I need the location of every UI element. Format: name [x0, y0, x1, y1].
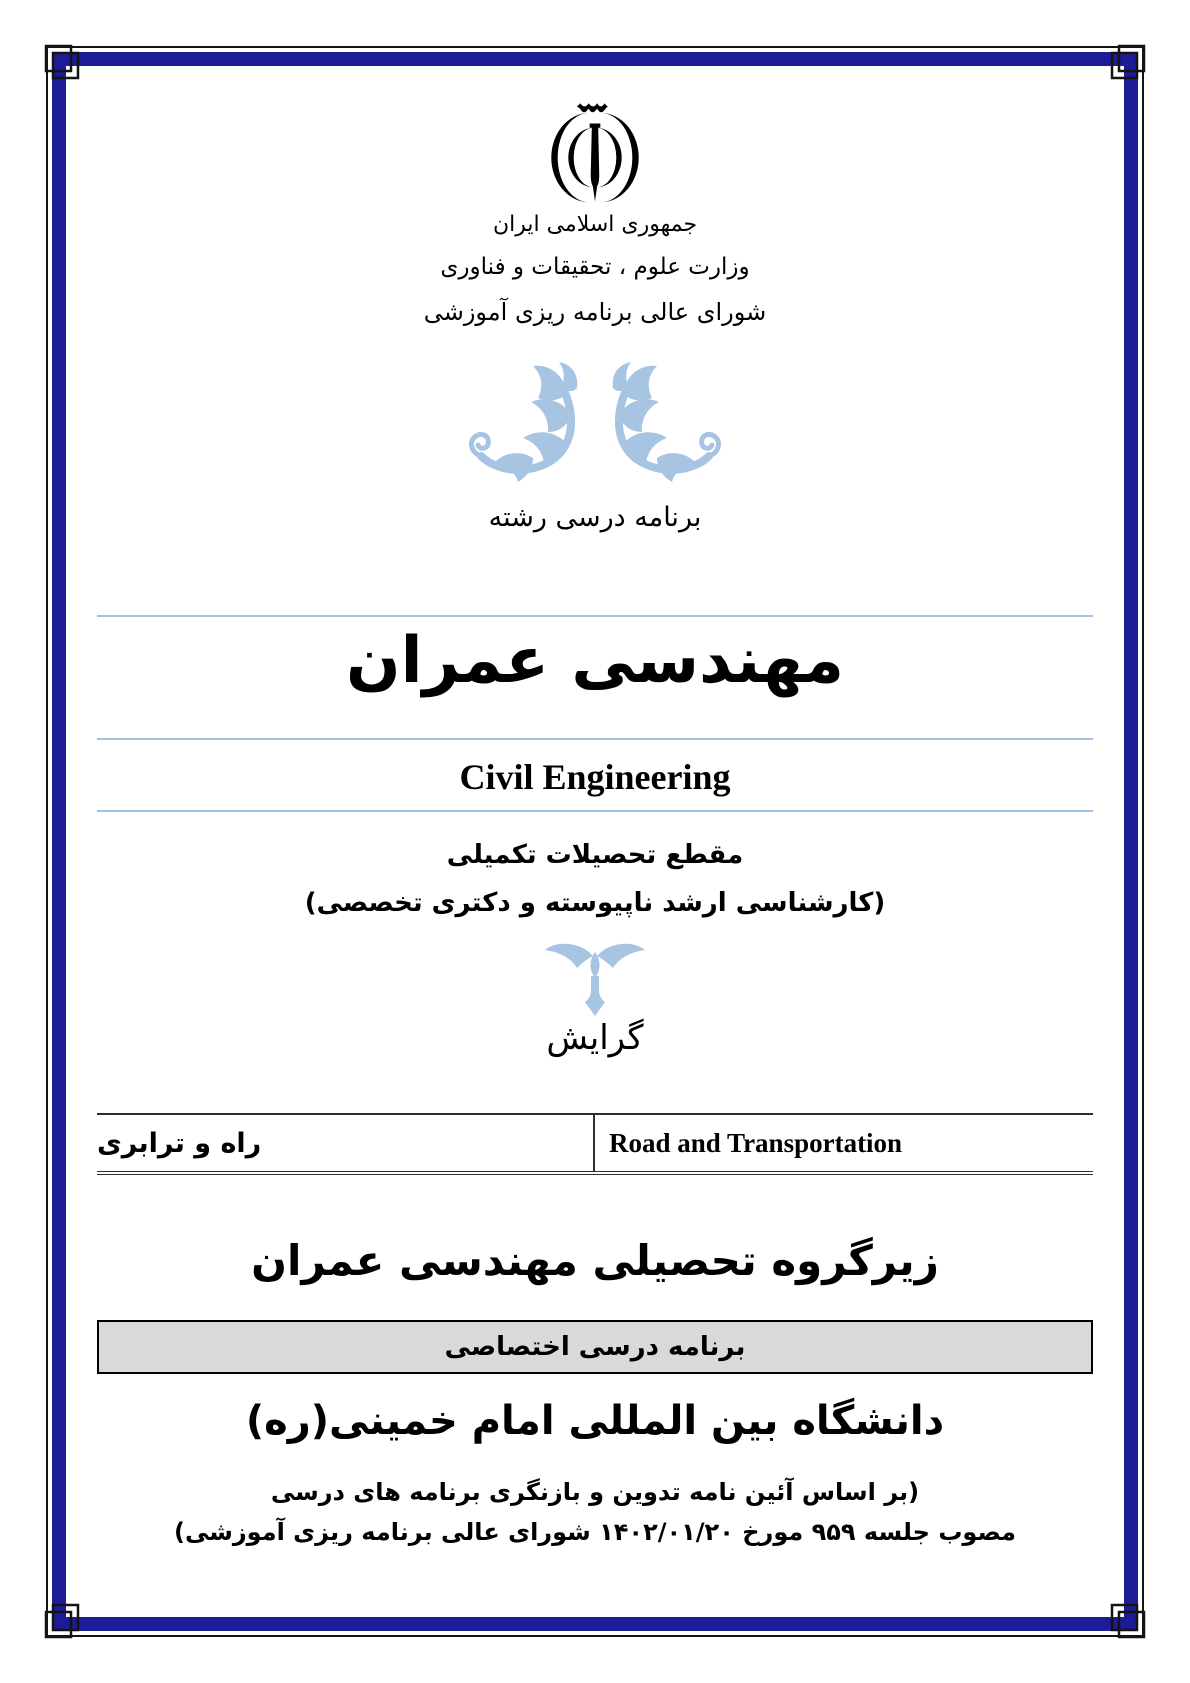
- university-name: دانشگاه بین المللی امام خمینی(ره): [245, 1398, 945, 1444]
- leaf-ornament-icon: [539, 940, 651, 1020]
- floral-ornament-icon: [463, 362, 727, 484]
- program-label: برنامه درسی رشته: [488, 502, 702, 533]
- corner-ornament-icon: [40, 40, 84, 84]
- corner-ornament-icon: [1106, 1599, 1150, 1643]
- divider-line: [97, 615, 1093, 617]
- orientation-name-fa: راه و ترابری: [97, 1115, 595, 1171]
- council-name: شورای عالی برنامه ریزی آموزشی: [423, 298, 767, 326]
- corner-ornament-icon: [1106, 40, 1150, 84]
- page-title-fa: مهندسی عمران: [346, 624, 844, 698]
- footer-regulation-line2: مصوب جلسه ۹۵۹ مورخ ۱۴۰۲/۰۱/۲۰ شورای عالی برنامه ریزی آموزشی): [174, 1518, 1016, 1546]
- iran-emblem-icon: [547, 100, 643, 206]
- divider-line: [97, 810, 1093, 812]
- divider-line: [97, 738, 1093, 740]
- orientation-label: گرایش: [546, 1018, 644, 1058]
- degree-level-line2: (کارشناسی ارشد ناپیوسته و دکتری تخصصی): [304, 888, 886, 918]
- orientation-table: [97, 1113, 1093, 1175]
- corner-ornament-icon: [40, 1599, 84, 1643]
- footer-regulation-line1: (بر اساس آئین نامه تدوین و بازنگری برنامه های درسی: [270, 1478, 920, 1506]
- orientation-name-en: Road and Transportation: [609, 1127, 903, 1158]
- degree-level-line1: مقطع تحصیلات تکمیلی: [446, 840, 744, 870]
- ministry-name: وزارت علوم ، تحقیقات و فناوری: [440, 254, 750, 280]
- country-name: جمهوری اسلامی ایران: [492, 212, 698, 237]
- subgroup-title: زیرگروه تحصیلی مهندسی عمران: [251, 1236, 939, 1285]
- page-title-en: Civil Engineering: [459, 757, 731, 797]
- curriculum-banner: برنامه درسی اختصاصی: [97, 1320, 1093, 1374]
